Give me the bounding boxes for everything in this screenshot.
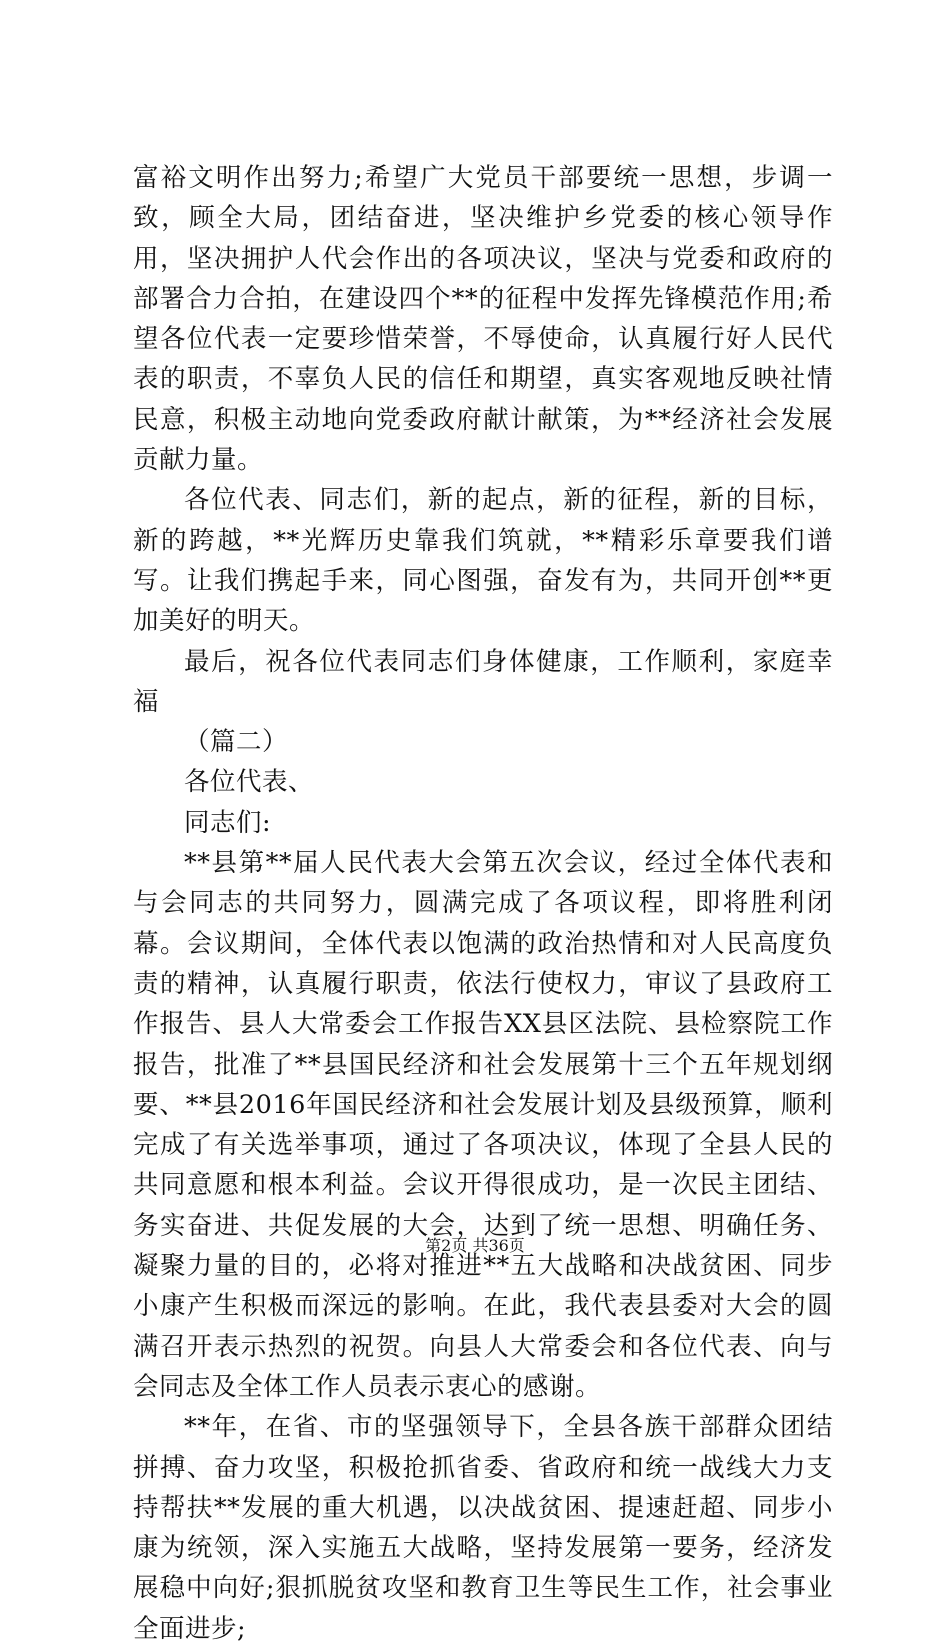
paragraph-congress-summary: **县第**届人民代表大会第五次会议，经过全体代表和与会同志的共同努力，圆满完成了各项议程，即将胜利闭幕。会议期间，全体代表以饱满的政治热情和对人民高度负责的精神，认真履行职责，依法行使权力，审议了县政府工作报告、县人大常委会工作报告XX县区法院、县检察院工作报告，批准了**县国民经济和社会发展第十三个五年规划纲要、**县2016年国民经济和社会发展计划及县级预算，顺利完成了有关选举事项，通过了各项决议，体现了全县人民的共同意愿和根本利益。会议开得很成功，是一次民主团结、务实奋进、共促发展的大会，达到了统一思想、明确任务、凝聚力量的目的，必将对推进**五大战略和决战贫困、同步小康产生积极而深远的影响。在此，我代表县委对大会的圆满召开表示热烈的祝贺。向县人大常委会和各位代表、向与会同志及全体工作人员表示衷心的感谢。 (133, 848, 833, 1402)
paragraph-new-journey: 各位代表、同志们，新的起点，新的征程，新的目标，新的跨越，**光辉历史靠我们筑就，**精彩乐章要我们谱写。让我们携起手来，同心图强，奋发有为，共同开创**更加美好的明天。 (133, 485, 833, 637)
paragraph-continuation: 富裕文明作出努力;希望广大党员干部要统一思想，步调一致，顾全大局，团结奋进，坚决维护乡党委的核心领导作用，坚决拥护人代会作出的各项决议，坚决与党委和政府的部署合力合拍，在建设四个**的征程中发挥先锋模范作用;希望各位代表一定要珍惜荣誉，不辱使命，认真履行好人民代表的职责，不辜负人民的信任和期望，真实客观地反映社情民意，积极主动地向党委政府献计献策，为**经济社会发展贡献力量。 (133, 163, 833, 476)
salutation-comrades: 同志们: (184, 807, 272, 838)
paragraph-year-review: **年，在省、市的坚强领导下，全县各族干部群众团结拼搏、奋力攻坚，积极抢抓省委、省政府和统一战线大力支持帮扶**发展的重大机遇，以决战贫困、提速赶超、同步小康为统领，深入实施五大战略，坚持发展第一要务，经济发展稳中向好;狠抓脱贫攻坚和教育卫生等民生工作，社会事业全面进步; (133, 1412, 833, 1644)
section-heading-part-two: （篇二） (184, 727, 289, 758)
page-number-footer: 第2页 共36页 (425, 1236, 525, 1255)
paragraph-closing-wishes: 最后，祝各位代表同志们身体健康，工作顺利，家庭幸福 (133, 646, 833, 717)
document-body (133, 158, 833, 1649)
salutation-representatives: 各位代表、 (184, 767, 315, 798)
